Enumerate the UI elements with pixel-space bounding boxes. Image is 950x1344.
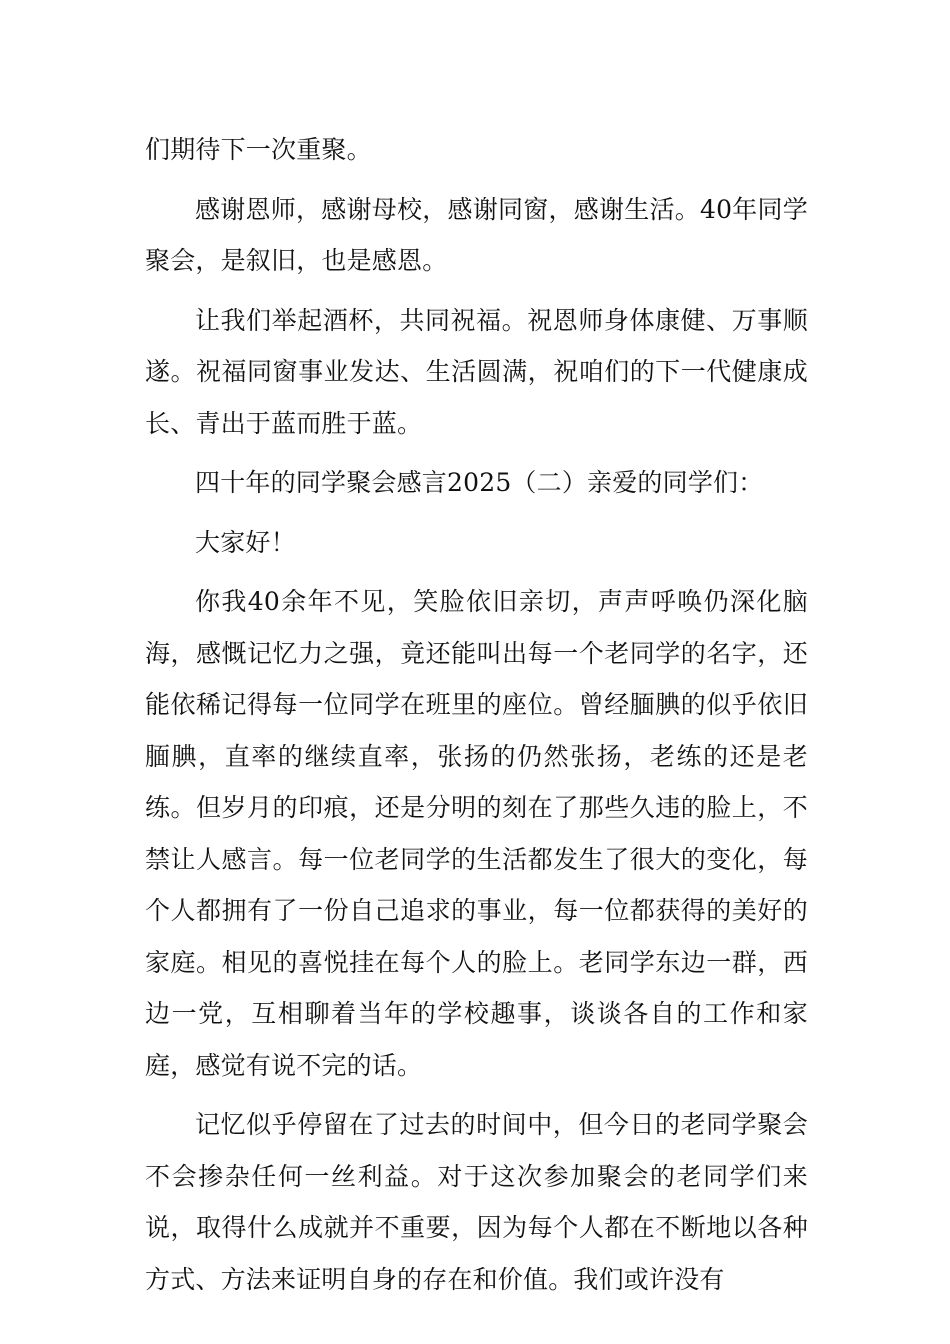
paragraph-memories: 你我40余年不见，笑脸依旧亲切，声声呼唤仍深化脑海，感慨记忆力之强，竟还能叫出每一个老同学的名字，还能依稀记得每一位同学在班里的座位。曾经腼腆的似乎依旧腼腆，直率的继续直率，张扬的仍然张扬，老练的还是老练。但岁月的印痕，还是分明的刻在了那些久违的脸上，不禁让人感言。每一位老同学的生活都发生了很大的变化，每个人都拥有了一份自己追求的事业，每一位都获得的美好的家庭。相见的喜悦挂在每个人的脸上。老同学东边一群，西边一党，互相聊着当年的学校趣事，谈谈各自的工作和家庭，感觉有说不完的话。 [145,587,808,1080]
paragraph-reflection: 记忆似乎停留在了过去的时间中，但今日的老同学聚会不会掺杂任何一丝利益。对于这次参加聚会的老同学们来说，取得什么成就并不重要，因为每个人都在不断地以各种方式、方法来证明自身的存在和价值。我们或许没有 [145,1110,808,1294]
document-body [145,124,808,1313]
paragraph-greeting: 大家好！ [195,527,296,557]
paragraph-continuation: 们期待下一次重聚。 [145,135,372,164]
paragraph-thanks: 感谢恩师，感谢母校，感谢同窗，感谢生活。40年同学聚会，是叙旧，也是感恩。 [145,194,808,275]
section-title: 四十年的同学聚会感言2025（二）亲爱的同学们： [195,468,764,497]
paragraph-toast: 让我们举起酒杯，共同祝福。祝恩师身体康健、万事顺遂。祝福同窗事业发达、生活圆满，祝咱们的下一代健康成长、青出于蓝而胜于蓝。 [145,305,808,438]
